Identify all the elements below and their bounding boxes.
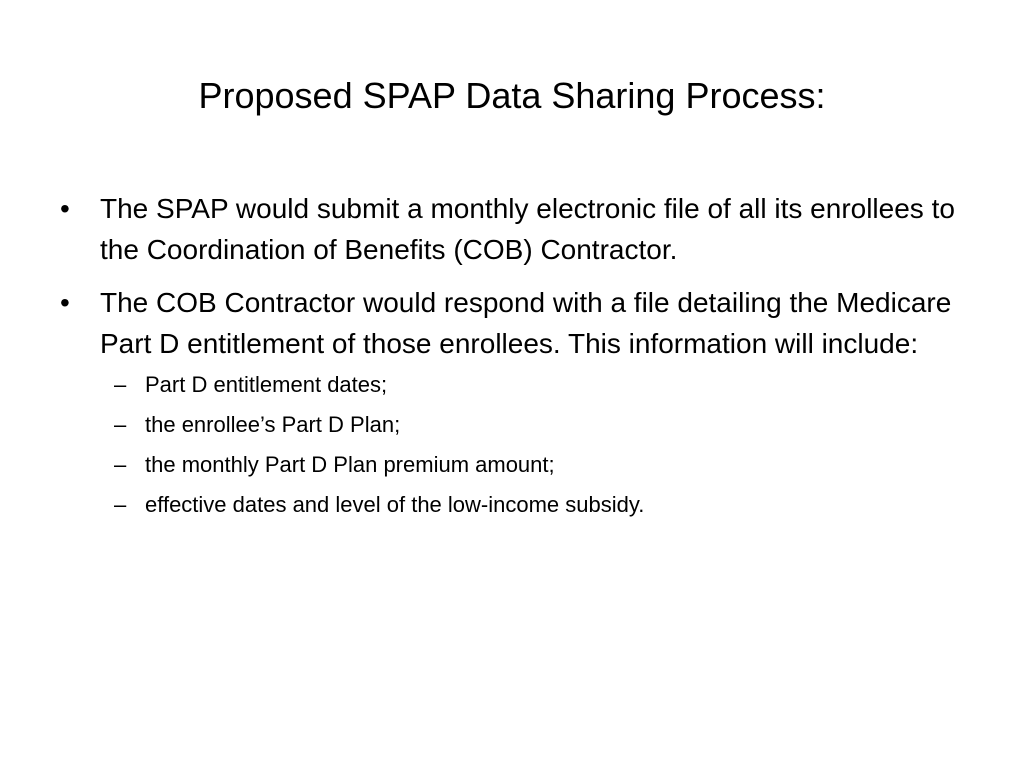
sub-bullet-item	[100, 370, 980, 399]
bullet-item	[60, 282, 980, 519]
slide-title: Proposed SPAP Data Sharing Process:	[198, 75, 826, 116]
sub-bullet-text: the enrollee’s Part D Plan;	[145, 412, 401, 437]
bullet-marker: •	[60, 193, 70, 224]
sub-bullet-text: effective dates and level of the low-income subsidy.	[145, 492, 645, 517]
bullet-marker: •	[60, 287, 70, 318]
slide-body	[60, 188, 980, 531]
sub-bullet-item	[100, 450, 980, 479]
sub-bullet-item	[100, 490, 980, 519]
bullet-list	[60, 188, 980, 519]
bullet-item	[60, 188, 980, 270]
dash-marker: –	[114, 492, 127, 517]
sub-bullet-item	[100, 410, 980, 439]
sub-bullet-text: the monthly Part D Plan premium amount;	[145, 452, 555, 477]
sub-bullet-text: Part D entitlement dates;	[145, 372, 388, 397]
bullet-text: The COB Contractor would respond with a file detailing the Medicare Part D entitlement of those enrollees. This information will include:	[100, 287, 952, 359]
dash-marker: –	[114, 372, 127, 397]
dash-marker: –	[114, 452, 127, 477]
sub-bullet-list	[100, 370, 980, 519]
bullet-text: The SPAP would submit a monthly electronic file of all its enrollees to the Coordination of Benefits (COB) Contractor.	[100, 193, 955, 265]
dash-marker: –	[114, 412, 127, 437]
